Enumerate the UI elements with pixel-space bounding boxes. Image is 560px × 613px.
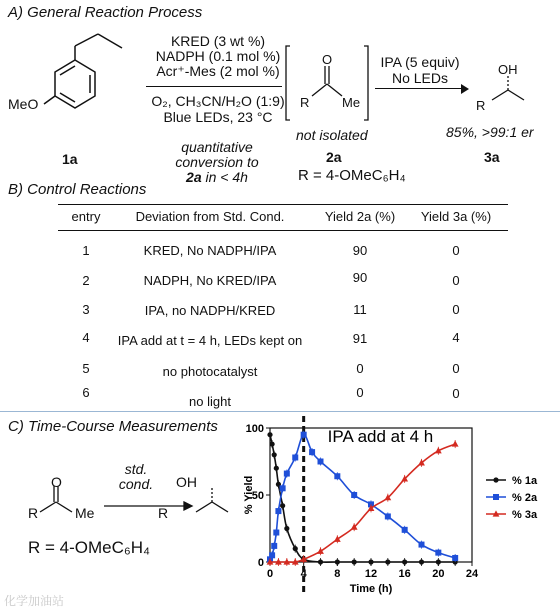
y-axis-label: % Yield bbox=[243, 475, 255, 515]
intermediate-o: O bbox=[322, 52, 333, 67]
data-point bbox=[352, 559, 357, 564]
data-point bbox=[385, 559, 390, 564]
table-top-rule bbox=[58, 204, 508, 205]
scheme-c-o: O bbox=[51, 474, 62, 490]
data-point bbox=[271, 543, 277, 549]
data-point bbox=[270, 441, 275, 446]
x-axis-label: Time (h) bbox=[349, 583, 393, 595]
table-row-5-yield-3a: 0 bbox=[452, 361, 460, 376]
section-c-title: C) Time-Course Measurements bbox=[8, 418, 218, 435]
x-tick-label: 4 bbox=[300, 568, 307, 580]
data-point bbox=[334, 536, 341, 542]
step2-noleds: No LEDs bbox=[391, 70, 449, 86]
not-isolated-note: not isolated bbox=[296, 127, 368, 143]
data-point bbox=[419, 542, 425, 548]
data-point bbox=[309, 449, 315, 455]
x-tick-label: 24 bbox=[465, 568, 479, 580]
conversion-note bbox=[150, 140, 284, 185]
product-r: R bbox=[476, 98, 486, 113]
table-row-3-yield-2a: 11 bbox=[353, 302, 367, 317]
scheme-c-std: std. bbox=[124, 461, 148, 477]
data-point bbox=[280, 485, 286, 491]
table-header-yield-3a: Yield 3a (%) bbox=[420, 209, 492, 224]
conversion-note-line-1: quantitative bbox=[181, 139, 253, 155]
scheme-c-me-left: Me bbox=[75, 505, 95, 521]
data-point bbox=[273, 530, 279, 536]
data-point bbox=[334, 473, 340, 479]
table-row-2-entry: 2 bbox=[82, 273, 90, 288]
table-row-4-deviation: IPA add at t = 4 h, LEDs kept on bbox=[117, 333, 303, 348]
scheme-c-oh: OH bbox=[176, 474, 197, 490]
table-row-1-yield-3a: 0 bbox=[452, 243, 460, 258]
data-point bbox=[292, 454, 298, 460]
data-point bbox=[293, 546, 298, 551]
conversion-note-line-3 bbox=[150, 170, 284, 185]
reaction-arrow-2 bbox=[375, 88, 463, 89]
conditions-top bbox=[148, 34, 288, 79]
x-tick-label: 20 bbox=[432, 568, 445, 580]
data-point bbox=[272, 452, 277, 457]
table-row-4-yield-3a: 4 bbox=[452, 330, 460, 345]
data-point bbox=[452, 440, 459, 446]
cond-nadph: NADPH (0.1 mol %) bbox=[155, 48, 281, 64]
data-point bbox=[269, 552, 275, 558]
cond-photocat: Acr⁺-Mes (2 mol %) bbox=[156, 63, 280, 79]
data-point bbox=[452, 555, 458, 561]
scheme-c-conditions bbox=[106, 462, 166, 492]
data-point bbox=[274, 466, 279, 471]
compound-1a-label: 1a bbox=[62, 151, 78, 167]
table-row-2-yield-2a: 90 bbox=[352, 270, 368, 285]
data-point bbox=[402, 527, 408, 533]
scheme-c-r-right: R bbox=[158, 505, 169, 521]
reaction-arrow-1 bbox=[146, 86, 282, 87]
table-row-6-yield-2a: 0 bbox=[356, 385, 364, 400]
series-line-3 bbox=[270, 444, 455, 562]
structure-1a bbox=[30, 28, 150, 138]
data-point bbox=[318, 559, 323, 564]
step2-ipa: IPA (5 equiv) bbox=[380, 54, 460, 70]
table-header-entry: entry bbox=[71, 209, 101, 224]
scheme-c-r-definition: R = 4-OMeC₆H₄ bbox=[28, 538, 150, 557]
data-point bbox=[318, 459, 324, 465]
data-point bbox=[335, 559, 340, 564]
section-a-title: A) General Reaction Process bbox=[8, 4, 203, 21]
table-row-4-yield-2a: 91 bbox=[352, 331, 368, 346]
r-definition-a: R = 4-OMeC₆H₄ bbox=[298, 167, 406, 184]
compound-2a-label: 2a bbox=[326, 149, 342, 165]
conditions-bottom bbox=[136, 93, 300, 125]
table-row-3-deviation: IPA, no NADPH/KRED bbox=[144, 303, 276, 318]
table-row-5-deviation: no photocatalyst bbox=[162, 364, 258, 379]
watermark: 化学加油站 bbox=[4, 594, 65, 608]
table-row-4-entry: 4 bbox=[82, 330, 90, 345]
data-point bbox=[351, 492, 357, 498]
data-point bbox=[419, 559, 424, 564]
cond-kred: KRED (3 wt %) bbox=[170, 33, 266, 49]
conversion-note-time: in < 4h bbox=[201, 169, 248, 185]
data-point bbox=[301, 432, 307, 438]
arrow-head-2 bbox=[461, 84, 469, 94]
y-tick-label: 50 bbox=[251, 490, 264, 502]
y-tick-label: 0 bbox=[257, 557, 264, 569]
cond-light: Blue LEDs, 23 °C bbox=[163, 109, 273, 125]
conversion-note-line-2: conversion to bbox=[175, 154, 259, 170]
data-point bbox=[284, 471, 290, 477]
table-row-2-yield-3a: 0 bbox=[452, 273, 460, 288]
y-tick-label: 100 bbox=[245, 423, 264, 435]
table-row-6-entry: 6 bbox=[82, 385, 90, 400]
legend-label: % 2a bbox=[512, 492, 538, 504]
legend-label: % 1a bbox=[512, 475, 538, 487]
table-row-1-deviation: KRED, No NADPH/IPA bbox=[143, 243, 277, 258]
table-header-yield-2a: Yield 2a (%) bbox=[324, 209, 396, 224]
section-divider bbox=[0, 411, 560, 412]
methoxy-label: MeO bbox=[8, 96, 39, 112]
x-tick-label: 16 bbox=[398, 568, 411, 580]
scheme-c-r-left: R bbox=[28, 505, 39, 521]
data-point bbox=[435, 550, 441, 556]
data-point bbox=[275, 508, 281, 514]
section-b-title: B) Control Reactions bbox=[8, 181, 147, 198]
x-tick-label: 0 bbox=[266, 568, 274, 580]
legend-label: % 3a bbox=[512, 509, 538, 521]
step2-conditions bbox=[372, 54, 468, 86]
plot-frame bbox=[270, 428, 472, 562]
table-row-6-yield-3a: 0 bbox=[452, 386, 460, 401]
table-row-1-yield-2a: 90 bbox=[352, 243, 368, 258]
conversion-note-compound: 2a bbox=[186, 169, 202, 185]
table-row-3-entry: 3 bbox=[82, 302, 90, 317]
table-header-rule bbox=[58, 230, 508, 231]
table-row-1-entry: 1 bbox=[82, 243, 90, 258]
data-point bbox=[284, 526, 289, 531]
intermediate-r: R bbox=[300, 95, 310, 110]
data-point bbox=[280, 503, 285, 508]
legend-marker bbox=[493, 494, 499, 500]
time-course-chart bbox=[240, 414, 556, 606]
table-row-3-yield-3a: 0 bbox=[452, 302, 460, 317]
data-point bbox=[402, 559, 407, 564]
table-row-6-deviation: no light bbox=[189, 394, 231, 409]
data-point bbox=[368, 559, 373, 564]
compound-3a-label: 3a bbox=[484, 149, 500, 165]
series-line-1 bbox=[270, 435, 455, 562]
x-tick-label: 8 bbox=[334, 568, 341, 580]
table-row-5-yield-2a: 0 bbox=[356, 361, 364, 376]
product-oh: OH bbox=[498, 62, 518, 77]
data-point bbox=[317, 548, 324, 554]
product-yield-er: 85%, >99:1 er bbox=[446, 124, 534, 140]
table-header-deviation: Deviation from Std. Cond. bbox=[135, 209, 285, 224]
x-tick-label: 12 bbox=[364, 568, 378, 580]
data-point bbox=[267, 432, 272, 437]
data-point bbox=[385, 513, 391, 519]
legend-marker bbox=[493, 477, 498, 482]
cond-solvent: O₂, CH₃CN/H₂O (1:9) bbox=[151, 93, 285, 109]
series-line-2 bbox=[270, 435, 455, 560]
table-row-5-entry: 5 bbox=[82, 361, 90, 376]
ipa-annotation: IPA add at 4 h bbox=[327, 427, 434, 446]
intermediate-me: Me bbox=[342, 95, 361, 110]
scheme-c-cond: cond. bbox=[118, 476, 154, 492]
data-point bbox=[436, 559, 441, 564]
table-row-2-deviation: NADPH, No KRED/IPA bbox=[143, 273, 277, 288]
